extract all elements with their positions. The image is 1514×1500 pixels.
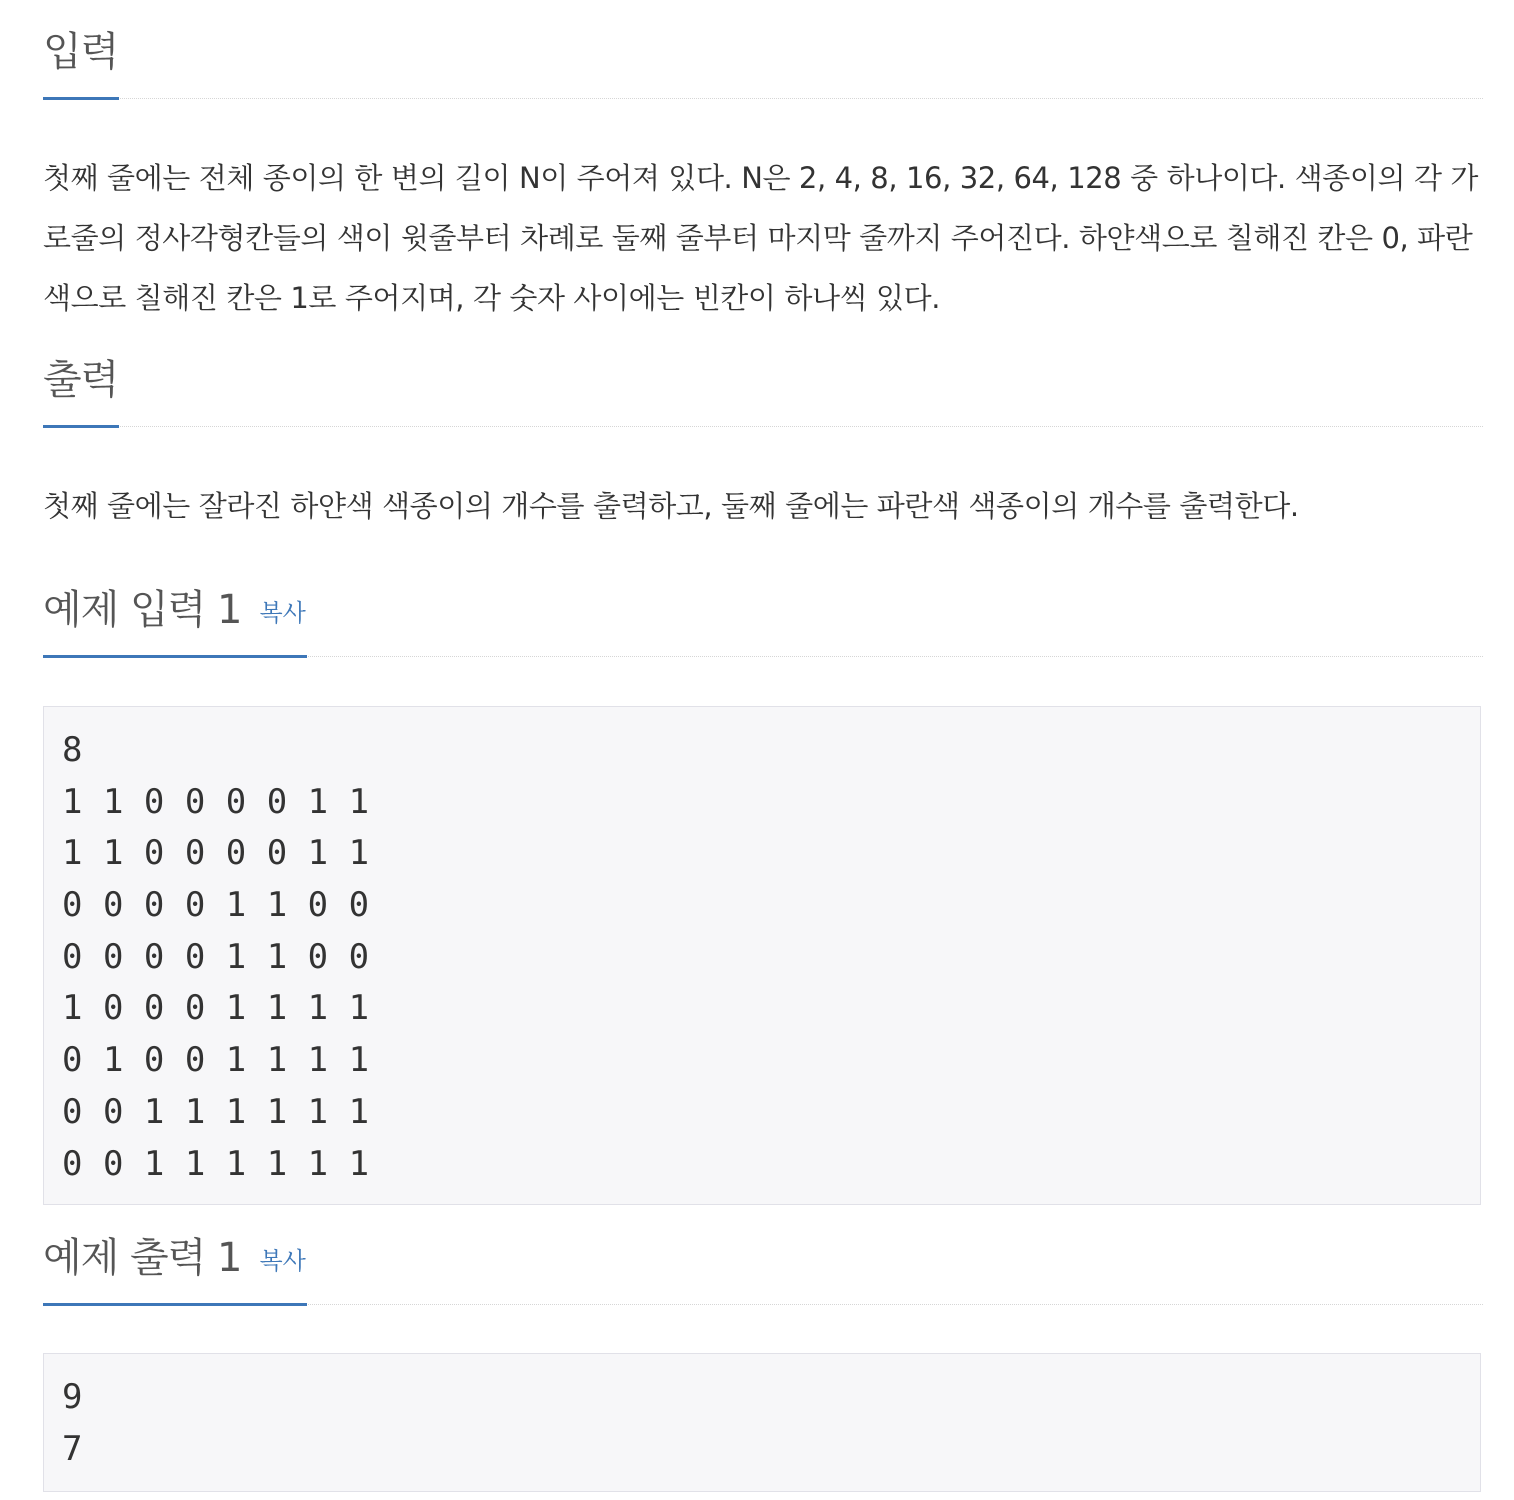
output-section-header <box>43 350 1483 427</box>
sample-input-line: 1 0 0 0 1 1 1 1 <box>62 988 370 1029</box>
sample-input-line: 1 1 0 0 0 0 1 1 <box>62 833 370 874</box>
sample-input-header <box>43 580 1483 657</box>
output-heading-underline <box>43 349 119 428</box>
input-description: 첫째 줄에는 전체 종이의 한 변의 길이 N이 주어져 있다. N은 2, 4, 8, 16, 32, 64, 128 중 하나이다. 색종이의 각 가로줄의 정사각형칸들의 색이 윗줄부터 차례로 둘째 줄부터 마지막 줄까지 주어진다. 하얀색으로 칠해진 칸은 0, 파란색으로 칠해진 칸은 1로 주어지며, 각 숫자 사이에는 빈칸이 하나씩 있다. <box>43 161 1479 315</box>
sample-output-title: 예제 출력 1 <box>43 1235 242 1281</box>
sample-input-code-block[interactable] <box>43 706 1481 1205</box>
output-section-title: 출력 <box>43 357 119 403</box>
input-section-header <box>43 22 1483 99</box>
sample-output-copy-button[interactable]: 복사 <box>259 1247 306 1275</box>
sample-input-line: 0 1 0 0 1 1 1 1 <box>62 1040 370 1081</box>
sample-input-line: 0 0 0 0 1 1 0 0 <box>62 885 370 926</box>
sample-input-heading-underline <box>43 579 307 658</box>
sample-input-line: 1 1 0 0 0 0 1 1 <box>62 781 370 822</box>
output-description: 첫째 줄에는 잘라진 하얀색 색종이의 개수를 출력하고, 둘째 줄에는 파란색 색종이의 개수를 출력한다. <box>43 489 1299 523</box>
sample-output-code-block[interactable] <box>43 1353 1481 1492</box>
sample-input-title: 예제 입력 1 <box>43 587 242 633</box>
sample-output-line: 7 <box>62 1428 83 1469</box>
sample-output-header <box>43 1228 1483 1305</box>
sample-output-lines <box>62 1372 1462 1475</box>
sample-input-lines <box>62 725 1462 1190</box>
sample-input-line: 0 0 1 1 1 1 1 1 <box>62 1091 370 1132</box>
sample-input-copy-button[interactable]: 복사 <box>259 599 306 627</box>
sample-output-line: 9 <box>62 1377 83 1417</box>
sample-input-line: 0 0 0 0 1 1 0 0 <box>62 936 370 977</box>
input-heading-underline <box>43 21 119 100</box>
input-section-title: 입력 <box>43 29 119 75</box>
sample-input-line: 0 0 1 1 1 1 1 1 <box>62 1143 370 1184</box>
sample-output-heading-underline <box>43 1227 307 1306</box>
sample-input-line: 8 <box>62 730 83 770</box>
